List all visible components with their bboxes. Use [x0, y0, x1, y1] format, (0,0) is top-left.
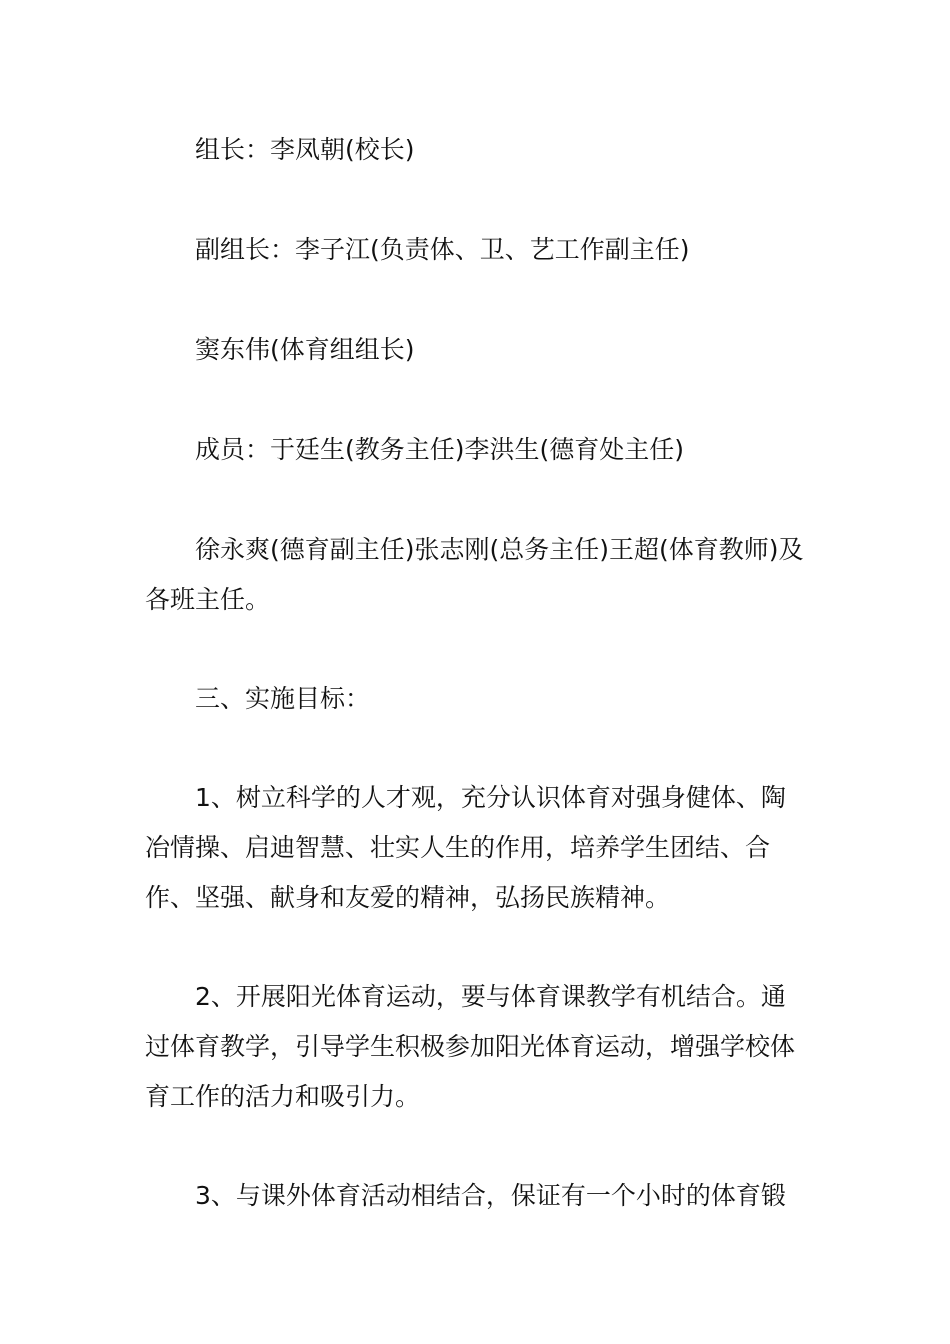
- leader-line: 组长：李凤朝(校长): [195, 135, 415, 164]
- deputy-leader-line-2: 窦东伟(体育组组长): [195, 335, 415, 364]
- goal-item-1: 1、树立科学的人才观，充分认识体育对强身健体、陶冶情操、启迪智慧、壮实人生的作用，培养学生团结、合作、坚强、献身和友爱的精神，弘扬民族精神。: [145, 783, 786, 912]
- goal-item-2: 2、开展阳光体育运动，要与体育课教学有机结合。通过体育教学，引导学生积极参加阳光体育运动，增强学校体育工作的活力和吸引力。: [145, 982, 796, 1111]
- goal-item-3: 3、与课外体育活动相结合，保证有一个小时的体育锻: [195, 1181, 786, 1210]
- section-heading: 三、实施目标：: [195, 684, 371, 713]
- deputy-leader-line: 副组长：李子江(负责体、卫、艺工作副主任): [195, 235, 690, 264]
- members-line: 成员：于廷生(教务主任)李洪生(德育处主任): [195, 435, 685, 464]
- members-line-2: 徐永爽(德育副主任)张志刚(总务主任)王超(体育教师)及各班主任。: [145, 535, 804, 614]
